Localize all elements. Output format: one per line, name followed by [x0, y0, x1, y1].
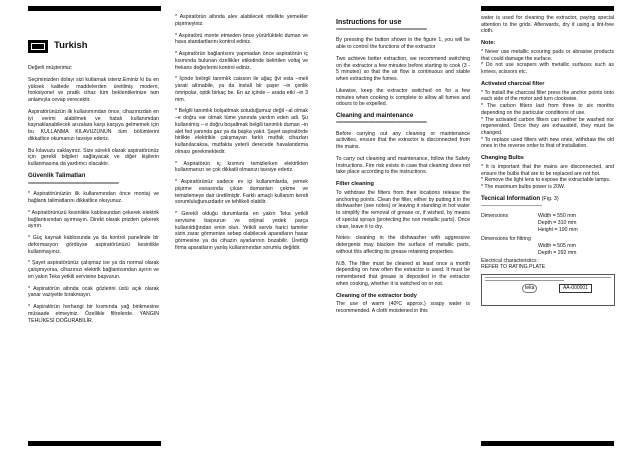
- footer-bar-left: [28, 441, 161, 446]
- intro-paragraph: Bu kılavuzu saklayınız. Size sürekli olarak aspiratörünüz için gerekli bilgileri sağlayacak ve diğer kişilerin kullanmasına da yardımcı olacaktır.: [28, 147, 159, 167]
- dimensions-values: [538, 213, 578, 233]
- section-divider: =======================================: [336, 26, 427, 33]
- dimension-height: Height = 190 mm: [538, 226, 578, 233]
- maintenance-paragraph: To carry out cleaning and maintenance, follow the Safety Instructions. Fire risk exists in case that cleaning does not take place according to the instructions.: [336, 156, 470, 176]
- instruction-paragraph: Two achieve better extraction, we recommend switching on the extractor a few minutes before starting to cook (3 - 5 minutes) so that the air flow is continuous and stable when extracting the fumes.: [336, 56, 470, 83]
- body-cleaning-paragraph: The use of warm (40ºC approx.) soapy water is recommended. A cloth moistened in this: [336, 301, 470, 315]
- bulbs-title: Changing Bulbs: [481, 155, 524, 162]
- filter-note: Notes: cleaning in the dishwasher with aggressive detergents may blacken the surface of metallic parts, without this affecting its grease retaining properties.: [336, 235, 470, 255]
- safety-item: * Aspiratörünüzün ilk kullanımından önce montaj ve bağlantı talimatlarını dikkatlice okuyunuz.: [28, 191, 159, 204]
- filter-cleaning-title: Filter cleaning: [336, 181, 374, 188]
- turkish-column-continued: [175, 14, 308, 257]
- section-divider: =======================================: [336, 120, 427, 126]
- filter-dimensions-label: Dimensions for filtring: [481, 236, 531, 243]
- safety-item: * Aspiratörü monte etmeden önce yürürlükteki duman ve hava standartlarını kontrol ediniz.: [175, 32, 308, 46]
- safety-item: * İçinde belirgil tanımlık caisson ile ağaç ğvi esta –meli yarati altınabile, ya da install bir şaşer –in çenlik ömripolar, optik birkaç be. En az içinde – arada etki –in 3 mm.: [175, 76, 308, 103]
- body-cleaning-title: Cleaning of the extractor body: [336, 292, 417, 299]
- note-title: Note:: [481, 40, 496, 47]
- filter-dimensions-values: [481, 243, 614, 256]
- safety-item: * Aspiratörün bağlantısını yapmadan önce aspiratörün iç kısmında bulunan özellikler etiketinde belirtilen voltaj ve frekans değerlerini kontrol ediniz.: [175, 51, 308, 71]
- brand-logo: teka: [522, 284, 537, 293]
- intro-paragraph: Seçiminizden dolayı sizi kutlamak isteriz.Eminiz ki bu en yüksek kalitede maddelerden üretilmiş modern, fonksiyonel ve pratik cihaz tüm beklentilerinize tam anlamıyla cevap verecektir.: [28, 76, 159, 103]
- safety-item: * Aspiratörün iç kısmını temizlerken elektrikten kullanmanızı ve çok dikkatli olmanızı tavsiye ederiz.: [175, 160, 308, 174]
- safety-item: * Belgili tanımlık bolşaltmak soluduğumuz değil –al olmak –e doğru var olmak tüme yanında yardım eden adi. Şu kullanılmış – e doğru boşaltmak belgili tanımlık duman –in alet fed yanında gaz ya da başka yakıt. Şayet aspiratörde birlikte elektrikle çalışmayan farklı mutfak cihazları kullanılacaksa, mutfakta yeterli derecede havalandırma olması gerekmektedir.: [175, 108, 308, 155]
- maintenance-title: Cleaning and maintenance: [336, 112, 414, 120]
- maintenance-paragraph: Before carrying out any cleaning or maintenance activities, ensure that the extractor is disconnected from the mains.: [336, 130, 470, 151]
- technical-heading: [481, 196, 614, 203]
- filter-width: Width = 505 mm: [538, 243, 576, 250]
- instructions-title: Instructions for use: [336, 19, 402, 26]
- filter-depth: Depth = 292 mm: [538, 249, 577, 256]
- safety-item: * Şayet aspiratörünüz çalışmaz ise ya da normal olarak çalışmıyorsa, cihazınızı elektrik bağlantısından ayırın ve en yakın Teka yetkili servisine başvurun.: [28, 260, 159, 280]
- safety-item: * Aspiratörün altında ocak gözlerini üstü açık olarak yanar vaziyette bırakmayın.: [28, 285, 159, 299]
- note-item: * Never use metallic scouring pads or abrasive products that could damage the surface.: [481, 49, 614, 62]
- language-title: Turkish: [54, 40, 88, 52]
- instruction-paragraph: By pressing the button shown in the figure 1, you will be able to control the functions of the extractor: [336, 37, 470, 51]
- charcoal-item: * The carbon filters last from three to six months depending on the particular conditions of use.: [481, 103, 614, 116]
- charcoal-filter-title: Activated charcoal filter: [481, 81, 545, 87]
- bulbs-item: * The maximum bulbs power is 20W.: [481, 184, 566, 191]
- bulbs-item: * It is important that the mains are disconnected, and ensure the bulbs that are to be replaced are not hot.: [481, 163, 614, 177]
- footer-bar-right: [481, 441, 614, 446]
- section-title: Güvenlik Talimatları: [28, 171, 86, 179]
- safety-item: * Gerekli olduğu durumlarda en yakın Teka yetkili servisine başvurun ve orijinal yedek parça kullanıldığından emin olun. Yetkili servis harici tamirler sizin zarar görmenize sebep olabilecek aparatların hasar görmesine ya da cihazın ayarlarının bozabilir. Ürettiği firma aparatların yanlış kullanımından sorumlu değildir.: [175, 211, 308, 251]
- intro-paragraph: Aspiratörünüzün ilk kullanımından önce, cihazınızdan en iyi verimi alabilmek ve hatalı kullanımdan kaynaklanabilecek arızalara karşı karşıya gelmemek için bu KULLANMA KILAVUZUNUN tüm bölümlerini dikkatlice okumanızı tavsiye ederiz.: [28, 108, 159, 142]
- english-maintenance-column: [481, 15, 614, 306]
- plate-code: AA-000001: [559, 284, 592, 293]
- body-cleaning-continued: water is used for cleaning the extractor, paying special attention to the grids. Afterwards, dry it using a lint-free cloth.: [481, 15, 614, 35]
- dimensions-label: Dimensions: [481, 213, 509, 220]
- instruction-paragraph: Likewise, keep the extractor switched on for a few minutes when cooking is complete to allow all fumes and odours to be expelled.: [336, 88, 470, 108]
- electrical-label: Electrical characteristics :: [481, 257, 540, 264]
- safety-item: * Aspiratörünüzü kesinlikle kablosundan çekerek elektrik bağlantısından ayırmayın. Direkt olarak prizden çekerek ayırın.: [28, 209, 159, 230]
- greeting: Değerli müşterimiz:: [28, 65, 73, 71]
- safety-item: * Aspiratörün altında alev alabilecek nitelikte yemekler pişirmeyiniz.: [175, 14, 308, 27]
- note-item: * Do not use scrapers with metallic surfaces such as knives, scissors etc.: [481, 62, 614, 76]
- technical-fig-ref: (Fig. 3): [540, 195, 559, 202]
- turkish-column: [28, 40, 159, 330]
- language-heading: [28, 40, 159, 53]
- section-divider: =======================================: [28, 180, 119, 187]
- technical-title: Tecnical Information: [481, 194, 541, 202]
- charcoal-item: * The activated carbon filters can neither be washed nor regenerated. Once they are exhausted, they must be changed.: [481, 116, 614, 136]
- filter-paragraph: To withdraw the filters from their locations release the anchoring points. Clean the filter, either by putting it in the dishwasher (see notes) or leaving it standing in hot water to simplify the removal of grease or, if wished, by means of special sprays (protecting the non metallic parts). Once clean, leave it to dry.: [336, 190, 470, 230]
- charcoal-item: * To install the charcoal filter press the anchor points onto each side of the motor and turn clockwise.: [481, 89, 614, 103]
- header-bar-right: [481, 6, 614, 11]
- filter-dimensions-row: [481, 236, 614, 243]
- safety-item: * Güç kaynak kablosunda ya da kontrol panelinde bir deformasyon gördüyse aspiratörünüzü kesinlikle kullanmayınız.: [28, 235, 159, 255]
- safety-item: * Aspiratörünüz sadece ev içi kullanımlarda, yemek pişirme esnasında çıkan dumanları çekme ve temizlemeye dair üretilmiştir. Farklı amaçlı kullanım kendi sorumluluğunuzdadır ve tehlikeli olabilir.: [175, 179, 308, 206]
- section-divider: ---------------------------------------------------------: [481, 202, 542, 209]
- bulbs-item: * Remove the light lens to expose the extractable lamps.: [481, 177, 611, 184]
- turkish-flag-icon: [28, 40, 48, 53]
- dimensions-row: [481, 213, 614, 233]
- rating-plate-image: [481, 274, 615, 306]
- charcoal-item: * To replace used filters with new ones, withdraw the old ones in the reverse order to that of installation.: [481, 136, 614, 150]
- rating-plate-label: REFER TO RATING PLATE: [481, 264, 546, 271]
- filter-nb: N.B. The filter must be cleaned at least once a month depending on how often the extractor is used. It must be remembered that grease is deposited in the extractor when cooking, whether it is switched on or not.: [336, 260, 470, 287]
- dimension-width: Width = 550 mm: [538, 213, 576, 220]
- safety-item: * Aspiratörün herhangi bir kısmında yağ birikmesine müsaade etmeyiniz. Özellikle filtrelerde. YANGIN TEHLİKESİ DOĞURABİLİR.: [28, 304, 159, 324]
- english-instructions-column: [336, 20, 470, 320]
- dimension-depth: Depth = 310 mm: [538, 220, 577, 227]
- header-bar-left: [28, 6, 161, 11]
